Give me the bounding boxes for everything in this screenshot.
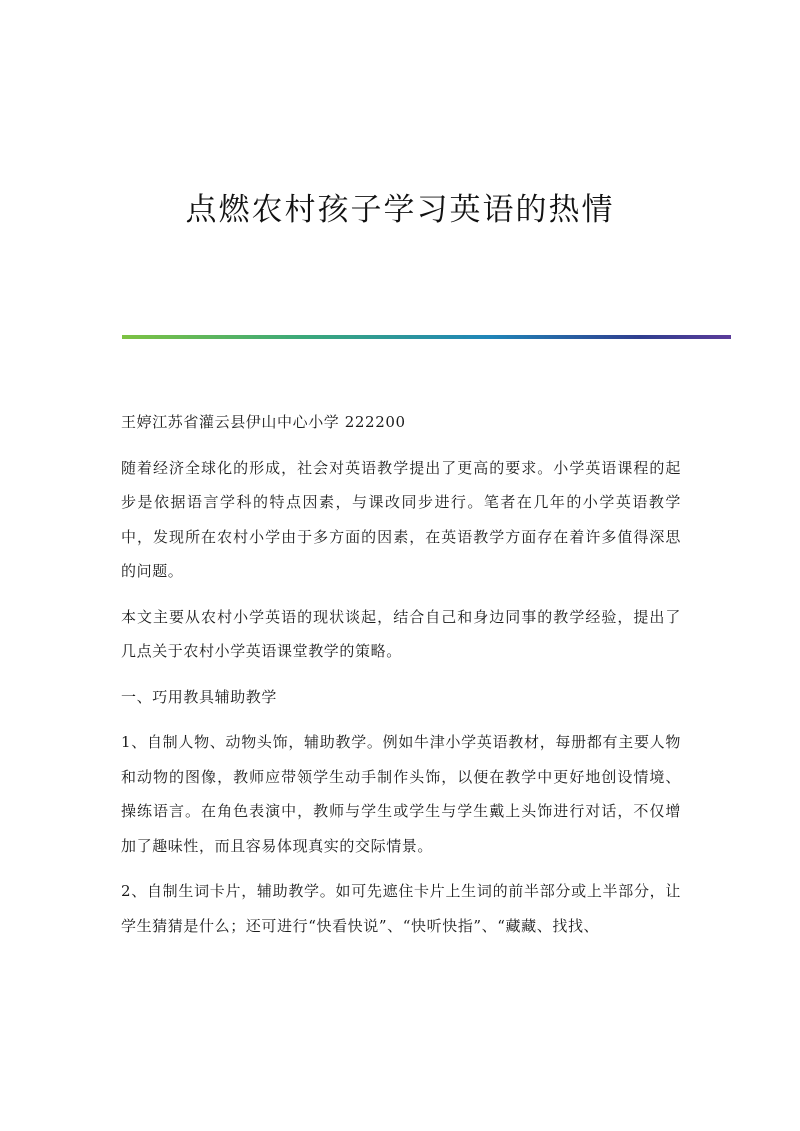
title-divider — [122, 335, 731, 339]
paragraph-intro: 随着经济全球化的形成，社会对英语教学提出了更高的要求。小学英语课程的起步是依据语言学科的特点因素，与课改同步进行。笔者在几年的小学英语教学中，发现所在农村小学由于多方面的因素，在英语教学方面存在着许多值得深思的问题。 — [121, 458, 681, 580]
section-heading: 一、巧用教具辅助教学 — [121, 687, 278, 706]
paragraph-summary: 本文主要从农村小学英语的现状谈起，结合自己和身边同事的教学经验，提出了几点关于农村小学英语课堂教学的策略。 — [121, 607, 681, 660]
document-title: 点燃农村孩子学习英语的热情 — [185, 192, 615, 228]
author-line: 王婷江苏省灌云县伊山中心小学 222200 — [121, 413, 406, 431]
paragraph-item-1: 1、自制人物、动物头饰，辅助教学。例如牛津小学英语教材，每册都有主要人物和动物的图像，教师应带领学生动手制作头饰，以便在教学中更好地创设情境、操练语言。在角色表演中，教师与学生或学生与学生戴上头饰进行对话，不仅增加了趣味性，而且容易体现真实的交际情景。 — [121, 733, 681, 855]
document-body — [121, 405, 681, 954]
paragraph-item-2: 2、自制生词卡片，辅助教学。如可先遮住卡片上生词的前半部分或上半部分，让学生猜猜是什么；还可进行“快看快说”、“快听快指”、“藏藏、找找、 — [121, 882, 681, 935]
